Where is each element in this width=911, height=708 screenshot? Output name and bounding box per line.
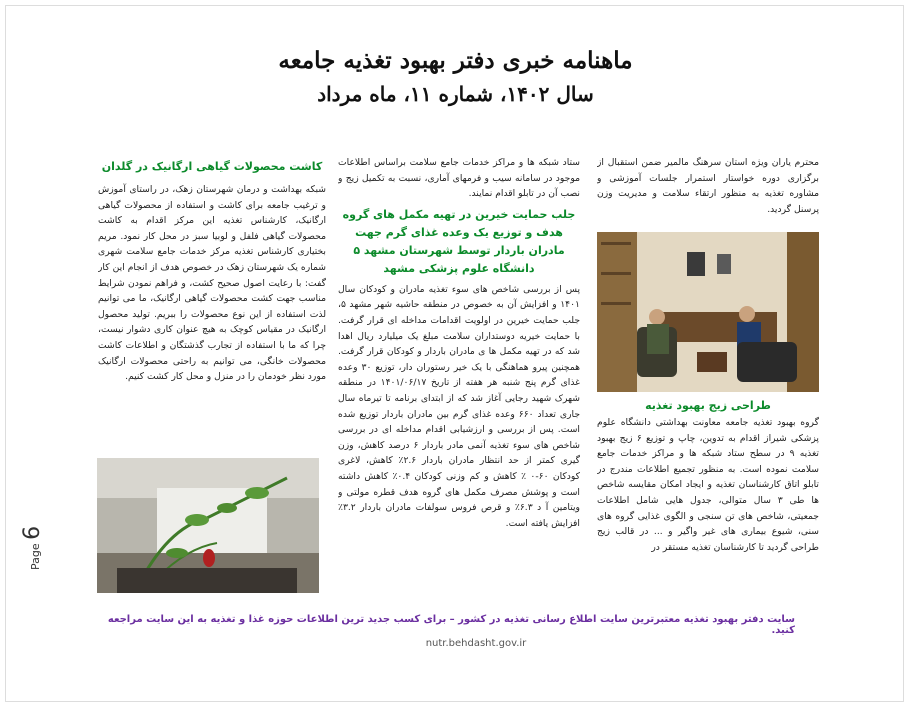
newsletter-title: ماهنامه خبری دفتر بهبود تغذیه جامعه [278, 47, 633, 74]
column-middle [338, 155, 580, 531]
issue-subtitle: سال ۱۴۰۲، شماره ۱۱، ماه مرداد [317, 82, 594, 106]
page-number-value: 6 [20, 525, 45, 540]
website-url-link[interactable]: nutr.behdasht.gov.ir [425, 638, 527, 649]
plant-pot-photo [97, 458, 319, 593]
article-heading-nutrition-table: طراحی زیج بهبود تغذیه [645, 399, 771, 412]
office-meeting-photo [597, 232, 819, 392]
middle-intro-text: ستاد شبکه ها و مراکز خدمات جامع سلامت براساس اطلاعات موجود در سامانه سیب و فرمهای آماری، نسبت به تکمیل زیج و نصب آن در تابلو اقدام نمایند. [338, 157, 580, 200]
page-label: Page [29, 543, 42, 570]
article-body-organic-planting: شبکه بهداشت و درمان شهرستان زهک، در راستای آموزش و ترغیب جامعه برای کاشت و استفاده از محصولات گیاهی ارگانیک، کارشناس تغذیه این مرکز اقدام به کاشت محصولات گیاهی فلفل و لوبیا سبز در محل کار نمود. مریم بختیاری کارشناس تغذیه مرکز خدمات جامع سلامت شهری شماره یک شهرستان زهک در خصوص هدف از انجام این کار گفت: با رعایت اصول صحیح کشت، و فراهم نمودن شرایط مناسب جهت کشت محصولات گیاهی ارگانیک، ما می توانیم لذت استفاده از این نوع محصولات را ببریم. تولید محصول ارگانیک در مقیاس کوچک به هیچ عنوان کاری دشوار نیست، چرا که ما با استفاده از تجارب گذشتگان و اطلاعات کاشت محصولات خانگی، می توانیم به راحتی محصولات ارگانیک مورد نظر خودمان را در منزل و محل کار کشت کنیم. [98, 184, 326, 383]
right-intro-text: محترم یاران ویژه استان سرهنگ مالمیر ضمن استقبال از برگزاری دوره خواستار استمرار جلسات آموزشی و مشاوره تغذیه به منظور ارتقاء سلامت و مدیریت وزن پرسنل گردید. [597, 157, 819, 215]
column-left [98, 158, 326, 385]
article-heading-organic-planting: کاشت محصولات گیاهی ارگانیک در گلدان [101, 160, 323, 173]
article-heading-charity-support: جلب حمایت خیرین در تهیه مکمل های گروه هدف و توزیع یک وعده غذای گرم جهت مادران باردار توسط شهرستان مشهد ۵ دانشگاه علوم پزشکی مشهد [342, 207, 576, 275]
article-body-charity-support: پس از بررسی شاخص های سوء تغذیه مادران و کودکان سال ۱۴۰۱ و افزایش آن به خصوص در منطقه حاشیه شهر مشهد ۵، جلب حمایت خیرین در اولویت اقدامات مداخله ای قرار گرفت. با حمایت خیریه دوستداران سلامت مبلغ یک میلیارد ریال اهدا شد که در تهیه مکمل ها ی مادران باردار و کودکان قرار گرفت. همچنین پیرو هماهنگی با یک خیر رستوران دار، توزیع ۳۰ وعده غذای گرم پنج شنبه هر هفته از تاریخ ۱۴۰۱/۰۶/۱۷ در منطقه شهرک شهید رجایی آغاز شد که از ابتدای برنامه تا تیرماه سال جاری تعداد ۶۶۰ وعده غذای گرم بین مادران باردار توزیع شده است. پس از بررسی و ارزشیابی اقدام مداخله ای در بررسی شاخص های سوء تغذیه آنمی مادر باردار ۶ درصد کاهش، وزن گیری کمتر از حد انتظار مادران باردار ۲.۶٪ کاهش، لاغری کودکان ۶۰-۰ ٪ کاهش و کم وزنی کودکان ۰.۴٪ کاهش داشته است و پوشش مصرف مکمل های گروه هدف قطره مولتی و ویتامین آ د ۶.۳٪ و قرص فروس سولفات مادران باردار ۳.۲٪ افزایش یافته است. [338, 283, 580, 529]
newsletter-header [0, 45, 911, 111]
website-promo-note: سایت دفتر بهبود تغذیه معتبرترین سایت اطلاع رسانی تغذیه در کشور – برای کسب جدید ترین اطلاعات حوزه غذا و تغذیه به این سایت مراجعه کنید. [107, 614, 795, 636]
page-number [20, 526, 45, 570]
article-body-nutrition-table: گروه بهبود تغذیه جامعه معاونت بهداشتی دانشگاه علوم پزشکی شیراز اقدام به تدوین، چاپ و توزیع ۶ زیج بهبود تغذیه ۹ در سطح ستاد شبکه ها و مراکز خدمات جامع سلامت نموده است. به منظور تجمیع اطلاعات مندرج در تابلو اتاق کارشناسان تغذیه و ایجاد امکان مقایسه شاخص ها طی ۳ سال متوالی، جدول هایی شامل اطلاعات جمعیتی، شاخص های تن سنجی و الگوی غذایی گروه های سنی، شیوع بیماری های غیر واگیر و ... در قالب زیج طراحی گردید تا کارشناسان تغذیه مستقر در [597, 417, 819, 553]
